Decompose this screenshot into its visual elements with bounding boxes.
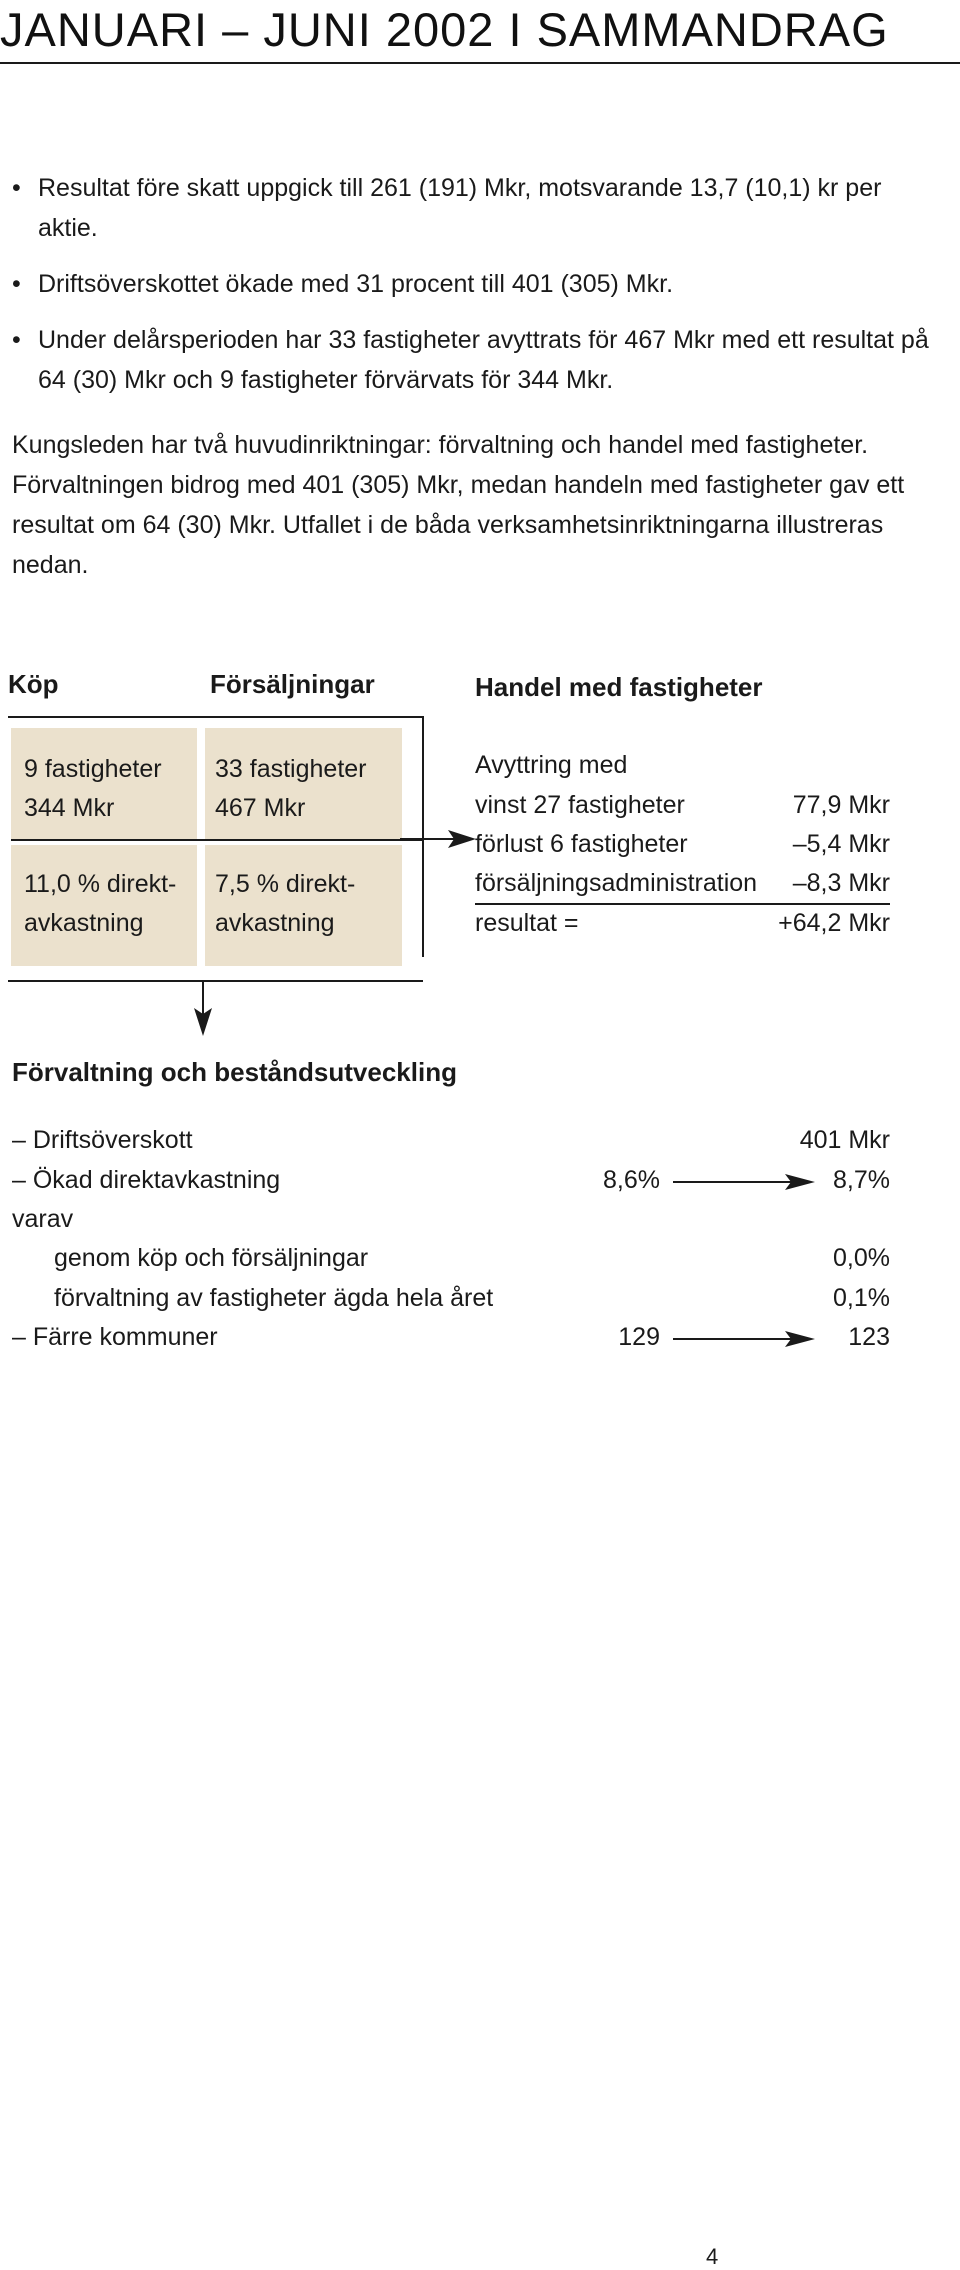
bullet-marker: •: [12, 174, 21, 202]
bullet-marker: •: [12, 270, 21, 298]
kop-count: 9 fastigheter: [24, 755, 162, 783]
mgmt-row-value: 8,7%: [833, 1166, 890, 1194]
sales-yield-cont: avkastning: [215, 909, 335, 937]
bullet-marker: •: [12, 326, 21, 354]
mgmt-row-value: 0,0%: [833, 1244, 890, 1272]
heading-forsaljningar: Försäljningar: [210, 669, 375, 699]
mgmt-row-from: 129: [618, 1323, 660, 1351]
title-rule: [0, 62, 960, 64]
bullet-text: Resultat före skatt uppgick till 261 (191) Mkr, motsvarande 13,7 (10,1) kr per aktie.: [38, 174, 882, 242]
mgmt-row-value: 401 Mkr: [799, 1126, 890, 1154]
mgmt-row-value: 0,1%: [833, 1284, 890, 1312]
trade-row-value: 77,9 Mkr: [792, 791, 890, 819]
kop-yield-cont: avkastning: [24, 909, 144, 937]
mgmt-row-label: varav: [12, 1205, 74, 1233]
trade-sum-rule: [475, 903, 890, 905]
trade-intro: Avyttring med: [475, 751, 628, 779]
trade-result-label: resultat =: [475, 909, 579, 937]
trade-row-label: vinst 27 fastigheter: [475, 791, 685, 819]
arrow-down-icon: [190, 980, 216, 1038]
diagram-mid-rule: [11, 839, 423, 841]
page-title: JANUARI – JUNI 2002 I SAMMANDRAG: [0, 3, 889, 56]
sales-yield: 7,5 % direkt-: [215, 870, 356, 898]
bullet-item: [12, 320, 942, 400]
mgmt-row-label: – Ökad direktavkastning: [12, 1166, 281, 1194]
heading-handel: Handel med fastigheter: [475, 672, 763, 702]
bullet-text: Driftsöverskottet ökade med 31 procent till 401 (305) Mkr.: [38, 270, 674, 298]
trade-row-value: –5,4 Mkr: [792, 830, 890, 858]
arrow-right-icon: [400, 826, 478, 852]
bullet-item: [12, 168, 942, 248]
trade-row-label: försäljningsadministration: [475, 869, 758, 897]
mgmt-row-label: – Driftsöverskott: [12, 1126, 193, 1154]
sales-count: 33 fastigheter: [215, 755, 367, 783]
trade-row-label: förlust 6 fastigheter: [475, 830, 688, 858]
mgmt-row-label: – Färre kommuner: [12, 1323, 218, 1351]
bullet-text: Under delårsperioden har 33 fastigheter avyttrats för 467 Mkr med ett resultat på 64 (30) Mkr och 9 fastigheter förvärvats för 344 Mkr.: [38, 326, 929, 394]
trade-row-value: –8,3 Mkr: [792, 869, 890, 897]
mgmt-row-value: 123: [848, 1323, 890, 1351]
kop-amount: 344 Mkr: [24, 794, 115, 822]
bullet-item: [12, 264, 942, 304]
sales-amount: 467 Mkr: [215, 794, 306, 822]
kop-yield: 11,0 % direkt-: [24, 870, 177, 898]
diagram-top-rule: [8, 716, 423, 718]
mgmt-row-label: genom köp och försäljningar: [54, 1244, 369, 1272]
mgmt-row-from: 8,6%: [603, 1166, 660, 1194]
intro-paragraph: Kungsleden har två huvudinriktningar: förvaltning och handel med fastigheter. Förvaltningen bidrog med 401 (305) Mkr, medan handeln med fastigheter gav ett resultat om 64 (30) Mkr. Utfallet i de båda verksamhetsinriktningarna illustreras nedan.: [12, 431, 905, 579]
trade-result-value: +64,2 Mkr: [778, 909, 890, 937]
heading-kop: Köp: [8, 669, 59, 699]
page-number: 4: [706, 2244, 719, 2269]
mgmt-row-label: förvaltning av fastigheter ägda hela året: [54, 1284, 494, 1312]
summary-bullets: [12, 168, 942, 416]
management-heading: Förvaltning och beståndsutveckling: [12, 1057, 457, 1087]
